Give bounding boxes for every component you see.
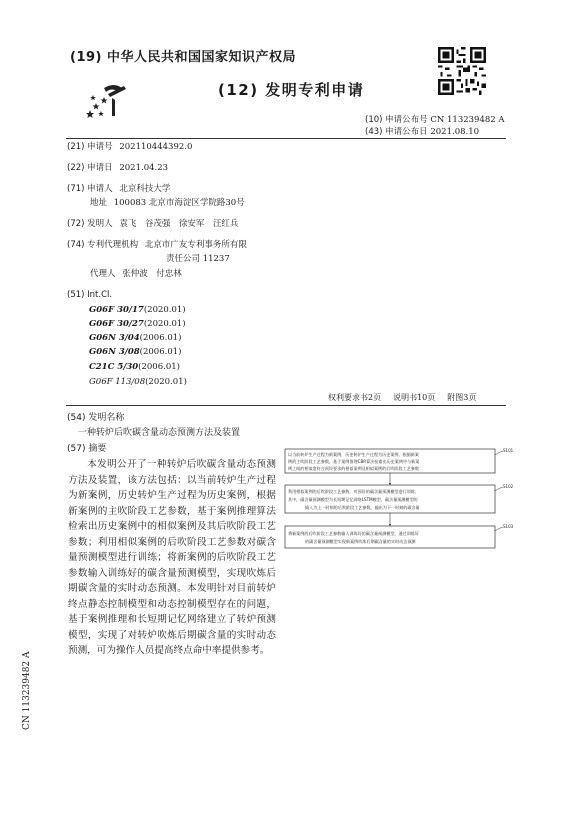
ipc-year: (2006.01) xyxy=(139,347,182,357)
inventors-row xyxy=(67,218,238,230)
ipc-entry xyxy=(89,347,181,357)
ipc-code: C21C 5/30 xyxy=(89,362,139,372)
office-name: (19) 中华人民共和国国家知识产权局 xyxy=(70,50,296,65)
flow-step-id: S102 xyxy=(503,484,514,489)
flow-step xyxy=(285,448,514,473)
ipc-code: G06F 113/08 xyxy=(89,377,146,387)
applicant-value: 北京科技大学 xyxy=(119,184,171,194)
application-number-row xyxy=(67,141,192,153)
flow-step xyxy=(285,484,514,513)
flow-step-text: 利用相似案例的后吹阶段工艺参数，对预设的碳含量预测模型进行训练； xyxy=(288,489,419,494)
publication-date-value: 2021.08.10 xyxy=(430,127,480,137)
address-row xyxy=(90,197,245,209)
header-divider xyxy=(66,138,506,139)
publication-date-row xyxy=(365,125,479,137)
ipc-code: G06N 3/08 xyxy=(89,347,140,357)
flow-step-text: 将新案例的后吹阶段工艺参数输入训练好的碳含量预测模型，通过训练好 xyxy=(288,531,419,536)
ipc-year: (2006.01) xyxy=(138,362,180,372)
abstract-label: (57) 摘要 xyxy=(67,444,107,454)
ipc-entry xyxy=(89,377,187,387)
ipc-entry xyxy=(89,333,181,343)
title-label: (54) 发明名称 xyxy=(67,413,125,423)
agent-value: 张仲波 付忠林 xyxy=(122,269,182,279)
flow-step-text: 例之间的相似度符合预设要求的相似案例及相似案例的后吹阶段工艺参数 xyxy=(288,466,419,471)
agency-label: (74) 专利代理机构 xyxy=(67,240,139,250)
agent-row xyxy=(90,268,182,280)
inventors-label: (72) 发明人 xyxy=(67,219,113,229)
ipc-entry xyxy=(89,319,186,329)
drawings-pages: 附图3页 xyxy=(447,393,477,402)
flow-step-text: 例的主吹阶段工艺参数，基于案例推理CBR算法检索出历史案例中与新案 xyxy=(288,459,420,464)
biblio-divider xyxy=(66,405,506,406)
claims-pages: 权利要求书2页 xyxy=(328,393,382,402)
ipc-year: (2006.01) xyxy=(139,333,182,343)
cnipa-logo-icon xyxy=(82,80,128,120)
flow-step xyxy=(285,524,514,548)
flow-step-text: 以当前转炉生产过程为新案例，历史转炉生产过程为历史案例，根据新案 xyxy=(288,452,419,457)
address-label: 地址 xyxy=(90,198,108,208)
flow-step-text: 其中，碳含量预测模型为长短期记忆网络LSTM模型，碳含量预测模型的 xyxy=(288,497,418,502)
ipc-code: G06F 30/27 xyxy=(89,319,144,329)
flow-step-id: S101 xyxy=(503,448,514,453)
description-pages: 说明书10页 xyxy=(393,393,436,402)
application-date-row xyxy=(67,162,168,174)
ipc-year: (2020.01) xyxy=(143,319,186,329)
flow-step-box xyxy=(285,526,495,548)
ipc-entry xyxy=(89,362,180,372)
agency-value-line2: 责任公司 11237 xyxy=(166,254,230,264)
page-count-row xyxy=(328,392,488,403)
ipc-label-text: (51) Int.Cl. xyxy=(67,290,113,300)
inventors-value: 袁飞 谷茂强 徐安军 汪红兵 xyxy=(119,219,239,229)
publication-number-value: CN 113239482 A xyxy=(430,115,505,125)
flow-step-text: 的碳含量预测模型实现新案例吹炼后期碳含量的实时动态预测 xyxy=(305,539,416,544)
agency-value-line1: 北京市广友专利事务所有限 xyxy=(144,240,247,250)
abstract-flowchart xyxy=(283,447,533,562)
publication-number-row xyxy=(365,113,505,125)
address-value: 100083 北京市海淀区学院路30号 xyxy=(113,198,245,208)
qr-code-icon xyxy=(438,47,486,95)
abstract-text: 本发明公开了一种转炉后吹碳含量动态预测方法及装置，该方法包括：以当前转炉生产过程为新案例，历史转炉生产过程为历史案例，根据新案例的主吹阶段工艺参数，基于案例推理算法检索出历史案例中的相似案例及其后吹阶段工艺参数；利用相似案例的后吹阶段工艺参数对碳含量预测模型进行训练；将新案例的后吹阶段工艺参数输入训练好的碳含量预测模型，实现吹炼后期碳含量的实时动态预测。本发明针对目前转炉终点静态控制模型和动态控制模型存在的问题，基于案例推理和长短期记忆网络建立了转炉预测模型，实现了对转炉吹炼后期碳含量的实时动态预测，可为操作人员提高终点命中率提供参考。 xyxy=(68,459,276,656)
ipc-year: (2020.01) xyxy=(145,377,187,387)
ipc-label xyxy=(67,289,112,301)
ipc-code: G06N 3/04 xyxy=(89,333,140,343)
agency-row xyxy=(67,239,247,251)
ipc-code: G06F 30/17 xyxy=(89,305,144,315)
application-date-value: 2021.04.23 xyxy=(119,163,169,173)
publication-number-label: (10) 申请公布号 xyxy=(365,115,428,125)
invention-title: 一种转炉后吹碳含量动态预测方法及装置 xyxy=(78,428,241,438)
flow-step-text: 输入为上一时刻的后吹阶段工艺参数，输出为下一时刻的碳含量 xyxy=(305,505,420,510)
application-number-label: (21) 申请号 xyxy=(67,142,113,152)
ipc-entry xyxy=(89,305,186,315)
flow-step-id: S103 xyxy=(503,524,514,529)
applicant-row xyxy=(67,183,170,195)
document-type: (12) 发明专利申请 xyxy=(218,81,365,99)
agent-label: 代理人 xyxy=(90,269,116,279)
applicant-label: (71) 申请人 xyxy=(67,184,113,194)
application-number-value: 202110444392.0 xyxy=(119,142,193,152)
application-date-label: (22) 申请日 xyxy=(67,163,113,173)
ipc-year: (2020.01) xyxy=(143,305,186,315)
side-publication-id: CN 113239482 A xyxy=(22,651,32,730)
publication-date-label: (43) 申请公布日 xyxy=(365,127,428,137)
